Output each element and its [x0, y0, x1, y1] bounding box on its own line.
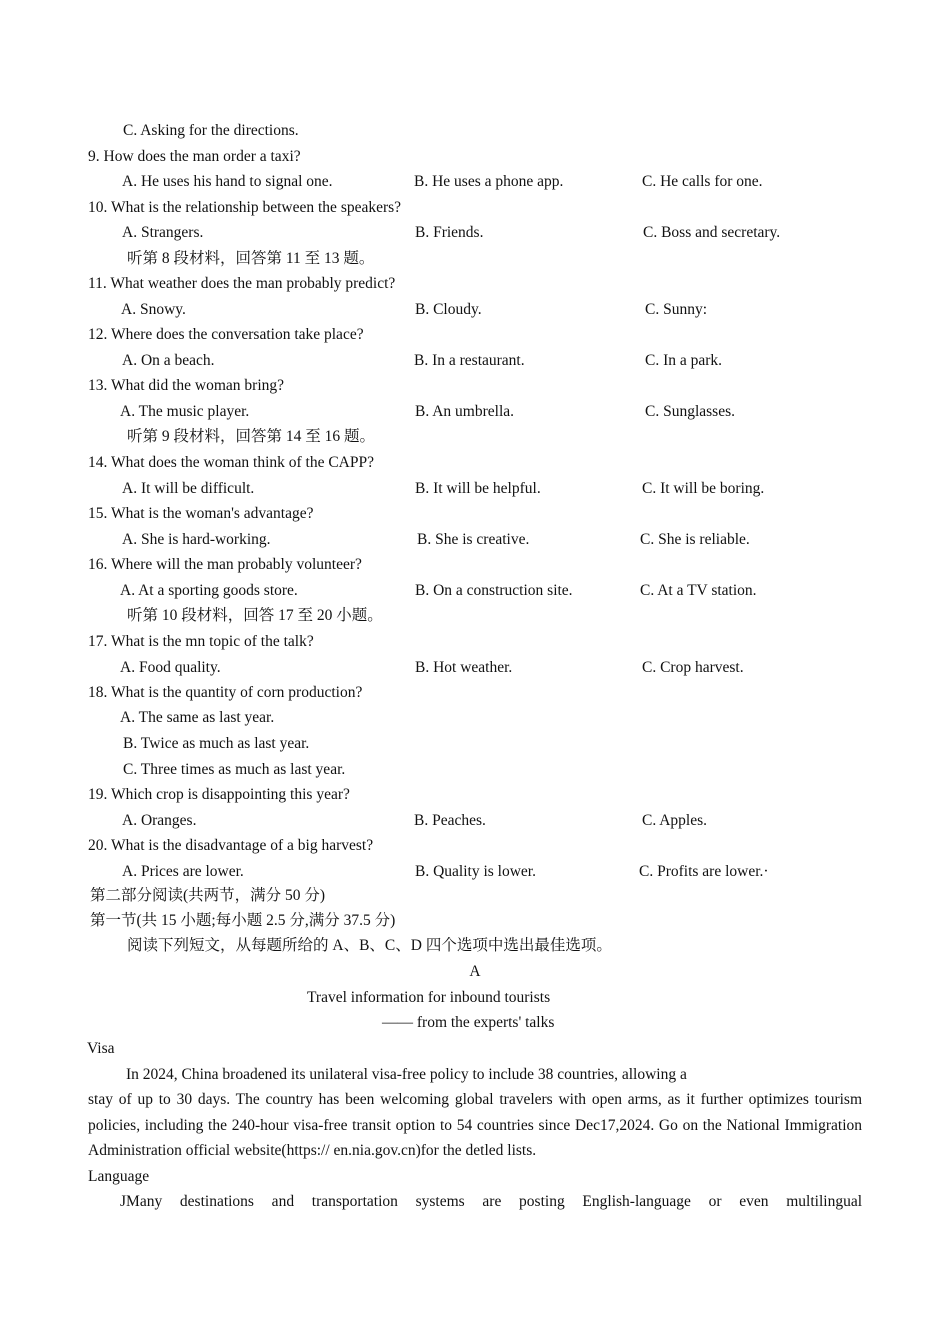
question-11: 11. What weather does the man probably predict?: [88, 275, 396, 292]
option-c: C. Profits are lower.·: [639, 863, 769, 880]
question-18: 18. What is the quantity of corn production?: [88, 684, 363, 701]
option-a: A. At a sporting goods store.: [120, 582, 298, 599]
section-instruction: 听第 8 段材料，回答第 11 至 13 题。: [127, 250, 375, 267]
passage-letter: A: [469, 963, 481, 980]
visa-paragraph-first-line: In 2024, China broadened its unilateral visa-free policy to include 38 countries, allowing a: [126, 1066, 687, 1083]
option-a: A. Food quality.: [120, 659, 221, 676]
option-b: B. On a construction site.: [415, 582, 573, 599]
question-19: 19. Which crop is disappointing this year?: [88, 786, 350, 803]
option-a: A. She is hard-working.: [122, 531, 271, 548]
option-c: C. She is reliable.: [640, 531, 750, 548]
option-c: C. Three times as much as last year.: [123, 761, 346, 778]
question-10: 10. What is the relationship between the speakers?: [88, 199, 402, 216]
option-c: C. Sunny:: [645, 301, 708, 318]
option-c: C. It will be boring.: [642, 480, 765, 497]
reading-instruction: 阅读下列短文，从每题所给的 A、B、C、D 四个选项中选出最佳选项。: [127, 937, 612, 954]
option-b: B. Hot weather.: [415, 659, 513, 676]
option-c: C. Boss and secretary.: [643, 224, 781, 241]
visa-heading: Visa: [87, 1040, 115, 1057]
option-b: B. It will be helpful.: [415, 480, 541, 497]
option-a: A. Strangers.: [122, 224, 204, 241]
option-b: B. Twice as much as last year.: [123, 735, 310, 752]
option-line: C. Asking for the directions.: [123, 122, 299, 139]
option-a: A. The same as last year.: [120, 709, 275, 726]
option-c: C. Crop harvest.: [642, 659, 744, 676]
passage-title: Travel information for inbound tourists: [307, 989, 551, 1006]
option-b: B. An umbrella.: [415, 403, 515, 420]
section-instruction: 听第 9 段材料，回答第 14 至 16 题。: [127, 428, 376, 445]
option-b: B. In a restaurant.: [414, 352, 525, 369]
option-a: A. Oranges.: [122, 812, 197, 829]
option-c: C. Apples.: [642, 812, 708, 829]
question-13: 13. What did the woman bring?: [88, 377, 285, 394]
option-a: A. It will be difficult.: [122, 480, 255, 497]
section-heading: 第一节(共 15 小题;每小题 2.5 分,满分 37.5 分): [90, 912, 396, 929]
question-20: 20. What is the disadvantage of a big harvest?: [88, 837, 374, 854]
option-a: A. The music player.: [120, 403, 250, 420]
question-17: 17. What is the mn topic of the talk?: [88, 633, 314, 650]
language-heading: Language: [88, 1168, 150, 1185]
part-heading: 第二部分阅读(共两节，满分 50 分): [90, 887, 326, 904]
option-b: B. He uses a phone app.: [414, 173, 564, 190]
option-a: A. He uses his hand to signal one.: [122, 173, 333, 190]
section-instruction: 听第 10 段材料，回答 17 至 20 小题。: [127, 607, 383, 624]
option-b: B. Peaches.: [414, 812, 486, 829]
question-14: 14. What does the woman think of the CAPP?: [88, 454, 375, 471]
visa-paragraph: stay of up to 30 days. The country has been welcoming global travelers with open arms, as it further optimizes tourism policies, including the 240-hour visa-free transit option to 54 countries since Dec17,2024. Go on the National Immigration Administration official website(https:// en.nia.gov.cn)for the detled lists.: [88, 1091, 862, 1159]
question-12: 12. Where does the conversation take place?: [88, 326, 364, 343]
option-c: C. He calls for one.: [642, 173, 763, 190]
option-c: C. Sunglasses.: [645, 403, 735, 420]
option-c: C. At a TV station.: [640, 582, 757, 599]
passage-subtitle: —— from the experts' talks: [382, 1014, 555, 1031]
option-b: B. Cloudy.: [415, 301, 482, 318]
option-a: A. On a beach.: [122, 352, 215, 369]
option-c: C. In a park.: [645, 352, 723, 369]
language-paragraph: JMany destinations and transportation systems are posting English-language or even multilingual: [120, 1193, 862, 1210]
question-16: 16. Where will the man probably volunteer?: [88, 556, 362, 573]
option-a: A. Prices are lower.: [122, 863, 244, 880]
question-15: 15. What is the woman's advantage?: [88, 505, 314, 522]
option-b: B. She is creative.: [417, 531, 530, 548]
option-b: B. Friends.: [415, 224, 484, 241]
option-b: B. Quality is lower.: [415, 863, 536, 880]
option-a: A. Snowy.: [121, 301, 186, 318]
question-9: 9. How does the man order a taxi?: [88, 148, 301, 165]
